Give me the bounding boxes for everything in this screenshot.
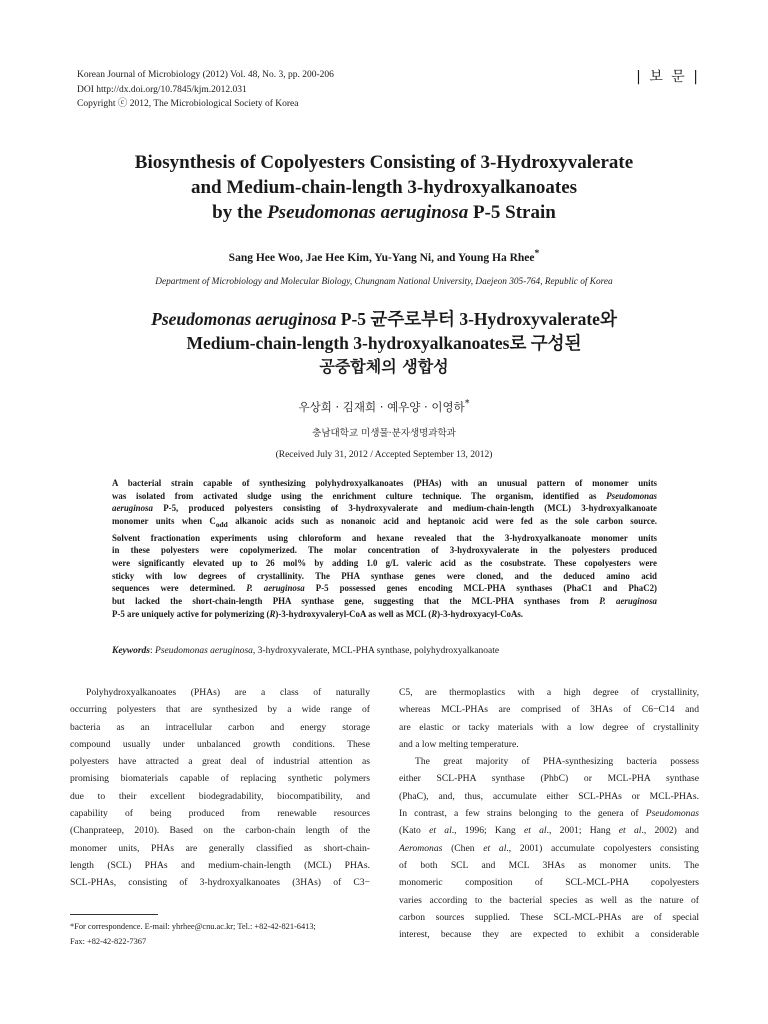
abstract-line: P-5 are uniquely active for polymerizing (R)-3-hydroxyvaleryl-CoA as well as MCL (R)-3-hydroxyacyl-CoAs. <box>112 608 524 619</box>
doi-link[interactable]: DOI http://dx.doi.org/10.7845/kjm.2012.031 <box>77 84 247 95</box>
korean-title-line-2: Medium-chain-length 3-hydroxyalkanoates로 구성된 <box>186 333 582 353</box>
abstract-line: sequences were determined. P. aeruginosa P-5 possessed genes encoding MCL-PHA synthases (PhaC1 and PhaC2) <box>112 583 657 594</box>
keywords: Keywords: Pseudomonas aeruginosa, 3-hydroxyvalerate, MCL-PHA synthase, polyhydroxyalkanoate <box>112 646 500 656</box>
body-right-column <box>399 684 699 943</box>
korean-author-list: 우상희 · 김재희 · 예우양 · 이영하* <box>298 398 470 414</box>
article-title <box>70 150 698 225</box>
body-line: capability of being produced from renewable resources <box>70 808 370 820</box>
body-line: length (SCL) PHAs and medium-chain-length (MCL) PHAs. <box>70 859 370 871</box>
abstract-line: sticky with low degrees of crystallinity. The PHA synthase genes were cloned, and the deduced amino acid <box>112 570 657 581</box>
body-line: interest, because they are expected to exhibit a considerable <box>399 929 699 941</box>
abstract-line: were significantly elevated up to 26 mol% by adding 1.0 g/L valeric acid as the cosubstrate. These copolyesters were <box>112 558 657 568</box>
korean-title-line-1: Pseudomonas aeruginosa P-5 균주로부터 3-Hydroxyvalerate와 <box>151 309 617 329</box>
korean-affiliation: 충남대학교 미생물·분자생명과학과 <box>312 428 456 439</box>
body-line: promising biomaterials capable of replacing synthetic polymers <box>70 773 370 785</box>
body-line: varies according to the bacterial species as well as the nature of <box>399 894 699 906</box>
abstract <box>112 477 657 621</box>
abstract-line: monomer units when $C_{odd}$ alkanoic acids such as nonanoic acid and heptanoic acid were fed as the sole carbon source. <box>112 516 657 529</box>
footnote-line: *For correspondence. E-mail: yhrhee@cnu.ac.kr; Tel.: +82-42-821-6413; <box>70 922 316 931</box>
body-line: of both SCL and MCL 3HAs as monomer units. The <box>399 859 699 871</box>
body-line: (Kato et al., 1996; Kang et al., 2001; Hang et al., 2002) and <box>399 825 699 837</box>
keywords-label: Keywords <box>112 646 150 656</box>
body-line: occurring polyesters that are synthesized by a wide range of <box>70 704 370 716</box>
abstract-line: Solvent fractionation experiments using chloroform and hexane revealed that the 3-hydroxyalkanoate monomer units <box>112 532 657 543</box>
footnote-divider <box>70 914 158 915</box>
received-accepted-dates: (Received July 31, 2012 / Accepted September 13, 2012) <box>275 450 493 460</box>
abstract-line: was isolated from activated sludge using the enrichment culture technique. The organism, identified as Pseudomonas <box>112 490 657 501</box>
body-line: are elastic or tacky materials with a low degree of crystallinity <box>399 721 699 733</box>
body-left-column <box>70 684 370 892</box>
footnote-line: Fax: +82-42-822-7367 <box>70 937 147 946</box>
body-line: (Chanprateep, 2010). Based on the carbon-chain length of the <box>70 825 370 837</box>
species-name: Pseudomonas aeruginosa <box>267 202 469 223</box>
author-list: Sang Hee Woo, Jae Hee Kim, Yu-Yang Ni, and Young Ha Rhee* <box>228 248 540 264</box>
body-line: bacteria as an intracellular carbon and energy storage <box>70 721 370 733</box>
abstract-line: A bacterial strain capable of synthesizing polyhydroxyalkanoates (PHAs) with an unusual pattern of monomer units <box>112 478 657 488</box>
body-line: The great majority of PHA-synthesizing bacteria possess <box>415 756 699 768</box>
body-line: either SCL-PHA synthase (PhbC) or MCL-PHA synthase <box>399 773 699 785</box>
body-line: monomer units, PHAs are generally classified as short-chain- <box>70 842 370 854</box>
abstract-line: but lacked the short-chain-length PHA synthase gene, suggesting that the MCL-PHA synthases from P. aeruginosa <box>112 596 657 607</box>
title-line-1: Biosynthesis of Copolyesters Consisting of 3-Hydroxyvalerate <box>134 152 634 173</box>
author-affiliation: Department of Microbiology and Molecular Biology, Chungnam National University, Daejeon 305-764, Republic of Korea <box>155 277 613 287</box>
title-line-3: by the Pseudomonas aeruginosa P-5 Strain <box>212 202 556 223</box>
body-line: due to their excellent biodegradability, biocompatibility, and <box>70 790 370 802</box>
korean-title-line-3: 공중합체의 생합성 <box>319 357 449 376</box>
body-line: whereas MCL-PHAs are comprised of 3HAs of C6−C14 and <box>399 704 699 716</box>
article-type-label: | 보 문 | <box>636 69 700 85</box>
title-line-2: and Medium-chain-length 3-hydroxyalkanoates <box>190 177 578 198</box>
body-line: In contrast, a few strains belonging to the genera of Pseudomonas <box>399 808 699 820</box>
body-line: carbon sources supplied. These SCL-MCL-PHAs are of special <box>399 911 699 923</box>
body-line: monomeric composition of SCL-MCL-PHA copolyesters <box>399 877 699 889</box>
abstract-line: aeruginosa P-5, produced polyesters consisting of 3-hydroxyvalerate and medium-chain-length (MCL) 3-hydroxyalkanoate <box>112 503 657 514</box>
correspondence-footnote <box>70 919 370 949</box>
journal-header <box>77 68 334 112</box>
body-line: (PhaC), and, thus, accumulate either SCL-PHAs or MCL-PHAs. <box>399 790 699 802</box>
body-line: Aeromonas (Chen et al., 2001) accumulate copolyesters consisting <box>399 842 699 854</box>
body-line: C5, are thermoplastics with a high degree of crystallinity, <box>399 687 699 698</box>
body-line: Polyhydroxyalkanoates (PHAs) are a class of naturally <box>86 687 370 698</box>
journal-citation: Korean Journal of Microbiology (2012) Vol. 48, No. 3, pp. 200-206 <box>77 70 334 80</box>
abstract-line: in these polyesters were copolymerized. The molar concentration of 3-hydroxyvalerate in the polyesters produced <box>112 545 657 556</box>
corresponding-mark: * <box>534 248 540 259</box>
body-line: and a low melting temperature. <box>399 738 519 750</box>
body-line: polyesters have attracted a great deal of industrial attention as <box>70 756 370 768</box>
copyright-notice: Copyright ⓒ 2012, The Microbiological Society of Korea <box>77 99 299 109</box>
body-line: SCL-PHAs, consisting of 3-hydroxyalkanoates (3HAs) of C3− <box>70 877 370 889</box>
body-line: compound usually under unbalanced growth conditions. These <box>70 738 370 750</box>
korean-title <box>70 307 698 379</box>
